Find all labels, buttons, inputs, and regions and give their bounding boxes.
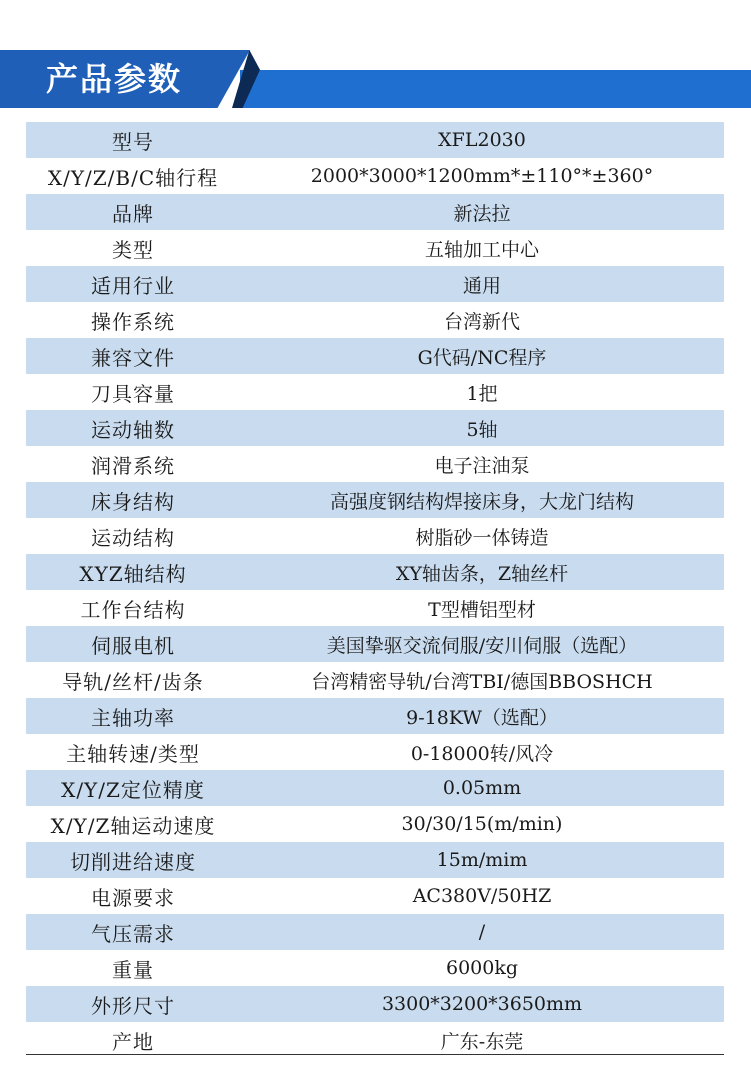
table-row: [26, 158, 724, 194]
table-row: [26, 914, 724, 950]
spec-value: 美国挚驱交流伺服/安川伺服（选配）: [326, 634, 638, 657]
spec-label: 运动轴数: [91, 417, 175, 442]
table-row: [26, 1022, 724, 1058]
spec-label: 气压需求: [91, 921, 175, 946]
spec-value: 2000*3000*1200mm*±110°*±360°: [310, 165, 654, 187]
table-row: [26, 806, 724, 842]
header-bar: [240, 70, 751, 108]
table-row: [26, 266, 724, 302]
spec-value: 5轴: [466, 418, 498, 441]
spec-value: XFL2030: [438, 129, 526, 151]
spec-value: XY轴齿条，Z轴丝杆: [395, 562, 569, 585]
spec-value: T型槽铝型材: [428, 598, 536, 621]
spec-value: 广东-东莞: [440, 1030, 524, 1053]
spec-value: AC380V/50HZ: [412, 885, 552, 907]
table-row: [26, 338, 724, 374]
spec-label: 主轴功率: [91, 705, 175, 730]
spec-label: 电源要求: [91, 885, 175, 910]
section-title: 产品参数: [46, 60, 183, 98]
table-row: [26, 410, 724, 446]
table-row: [26, 986, 724, 1022]
spec-label: 操作系统: [91, 309, 175, 334]
spec-label: 润滑系统: [91, 453, 175, 478]
table-row: [26, 842, 724, 878]
table-row: [26, 194, 724, 230]
spec-value: 五轴加工中心: [424, 238, 539, 261]
spec-label: 适用行业: [91, 273, 175, 298]
spec-label: 兼容文件: [91, 345, 175, 370]
spec-value: 电子注油泵: [434, 454, 530, 477]
spec-label: 床身结构: [91, 489, 175, 514]
spec-label: 导轨/丝杆/齿条: [62, 669, 204, 694]
table-row: [26, 950, 724, 986]
table-row: [26, 554, 724, 590]
spec-value: 15m/mim: [436, 849, 528, 871]
spec-label: 类型: [112, 237, 154, 262]
spec-label: 伺服电机: [91, 633, 175, 658]
spec-label: X/Y/Z/B/C轴行程: [47, 165, 219, 190]
spec-value: 30/30/15(m/min): [401, 813, 563, 835]
spec-label: 品牌: [112, 201, 154, 226]
spec-label: XYZ轴结构: [79, 561, 187, 586]
spec-value: /: [478, 921, 486, 943]
table-row: [26, 374, 724, 410]
spec-label: 工作台结构: [80, 597, 186, 622]
table-row: [26, 482, 724, 518]
spec-label: 产地: [112, 1029, 154, 1054]
spec-label: 外形尺寸: [91, 993, 175, 1018]
spec-value: 3300*3200*3650mm: [381, 993, 583, 1015]
table-bottom-rule: [26, 1054, 724, 1055]
table-row: [26, 698, 724, 734]
spec-label: 型号: [112, 129, 154, 154]
spec-value: 高强度钢结构焊接床身，大龙门结构: [329, 490, 634, 513]
spec-label: 重量: [112, 957, 154, 982]
spec-value: 树脂砂一体铸造: [415, 526, 549, 549]
spec-value: 0.05mm: [442, 777, 522, 799]
spec-label: 主轴转速/类型: [66, 741, 200, 766]
spec-value: 9-18KW（选配）: [406, 706, 558, 729]
table-row: [26, 662, 724, 698]
spec-label: 刀具容量: [91, 381, 175, 406]
spec-value: 台湾精密导轨/台湾TBI/德国BBOSHCH: [311, 670, 653, 693]
spec-label: X/Y/Z轴运动速度: [50, 813, 216, 838]
spec-table: [26, 122, 724, 1058]
section-header: [0, 50, 751, 108]
spec-label: 切削进给速度: [70, 849, 196, 874]
spec-value: 台湾新代: [443, 310, 520, 333]
table-row: [26, 302, 724, 338]
spec-value: 1把: [466, 382, 498, 405]
spec-value: 6000kg: [445, 957, 519, 979]
table-row: [26, 626, 724, 662]
spec-value: 新法拉: [453, 202, 511, 225]
spec-value: 0-18000转/风冷: [410, 742, 554, 765]
table-row: [26, 518, 724, 554]
spec-label: X/Y/Z定位精度: [61, 777, 205, 802]
table-row: [26, 590, 724, 626]
table-row: [26, 122, 724, 158]
table-row: [26, 878, 724, 914]
table-row: [26, 770, 724, 806]
spec-label: 运动结构: [91, 525, 175, 550]
table-row: [26, 734, 724, 770]
table-row: [26, 446, 724, 482]
table-row: [26, 230, 724, 266]
spec-value: G代码/NC程序: [417, 346, 547, 369]
spec-value: 通用: [462, 274, 501, 297]
